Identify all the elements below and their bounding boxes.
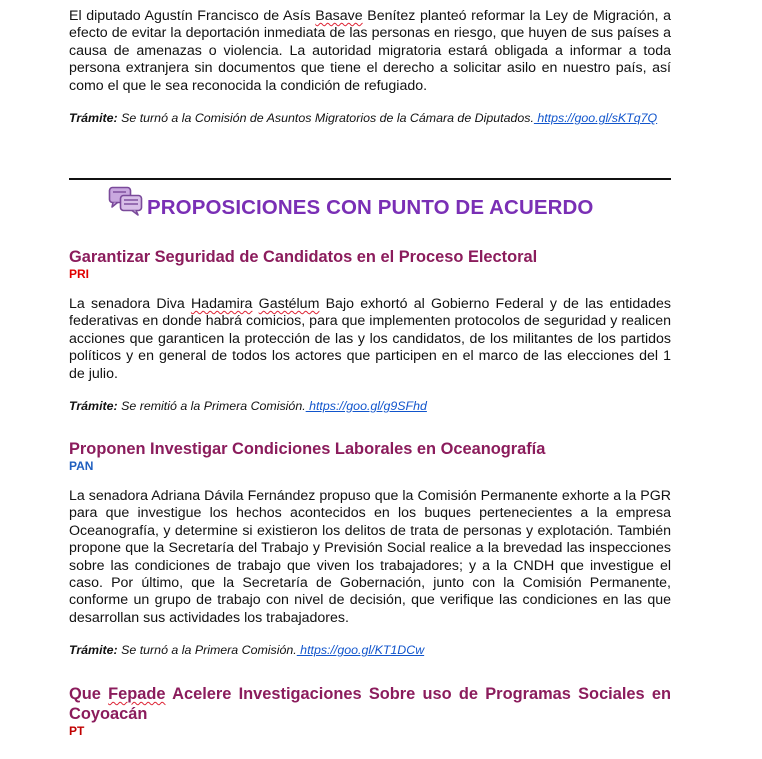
text-segment: El diputado Agustín Francisco de Asís — [69, 8, 316, 24]
proposition-tramite — [69, 643, 671, 658]
text-segment: La senadora Diva — [69, 296, 191, 312]
tramite-link[interactable]: https://goo.gl/KT1DCw — [296, 643, 425, 658]
flagged-word: Hadamira — [190, 296, 253, 312]
proposition-item — [69, 439, 671, 658]
intro-paragraph — [69, 8, 671, 95]
proposition-title: Proponen Investigar Condiciones Laborales en Oceanografía — [69, 440, 546, 458]
flagged-word: Gastélum — [258, 296, 320, 312]
text-segment: Acelere Investigaciones Sobre uso de Programas Sociales en Coyoacán — [69, 685, 672, 723]
tramite-text: Se turnó a la Primera Comisión. — [117, 643, 297, 658]
tramite-text: Se turnó a la Comisión de Asuntos Migratorios de la Cámara de Diputados. — [117, 111, 534, 126]
section-title: PROPOSICIONES CON PUNTO DE ACUERDO — [147, 196, 594, 219]
tramite-label: Trámite: — [69, 643, 118, 658]
tramite-label: Trámite: — [69, 399, 118, 414]
section-header — [108, 186, 668, 226]
proposition-body — [69, 296, 671, 383]
proposition-body — [69, 488, 671, 627]
proposition-item — [69, 684, 671, 738]
tramite-text: Se remitió a la Primera Comisión. — [117, 399, 306, 414]
text-segment: Que — [69, 685, 109, 703]
tramite-label: Trámite: — [69, 111, 118, 126]
flagged-word: Basave — [315, 8, 363, 24]
tramite-link[interactable]: https://goo.gl/sKTq7Q — [533, 111, 658, 126]
tramite-link[interactable]: https://goo.gl/g9SFhd — [305, 399, 427, 414]
text-segment: Benítez planteó reformar la Ley de Migración, a efecto de evitar la deportación inmediata de las personas en riesgo, que huyen de sus países a causa de amenazas o violencia. La autoridad migratoria estará obligada a informar a toda persona extranjera sin documentos que tiene el derecho a solicitar asilo en nuestro país, así como el que le sea reconocida la condición de refugiado. — [69, 8, 671, 94]
text-segment: La senadora Adriana Dávila Fernández propuso que la Comisión Permanente exhorte a la PGR para que investigue los hechos acontecidos en los buques pertenecientes a la empresa Oceanografía, y determine si existieron los delitos de trata de personas y explotación. También propone que la Secretaría del Trabajo y Previsión Social realice a la brevedad las inspecciones sobre las condiciones de trabajo que viven los trabajadores; y a la CNDH que investigue el caso. Por último, que la Secretaría de Gobernación, junto con la Comisión Permanente, conforme un grupo de trabajo con nivel de decisión, que verifique las condiciones en las que desarrollan sus actividades los trabajadores. — [69, 488, 671, 626]
section-divider — [69, 178, 671, 180]
party-tag: PRI — [69, 267, 90, 281]
party-tag: PT — [69, 724, 85, 738]
proposition-tramite — [69, 399, 671, 414]
flagged-word: Fepade — [108, 685, 166, 703]
intro-tramite — [69, 111, 671, 126]
proposition-title: Garantizar Seguridad de Candidatos en el Proceso Electoral — [69, 248, 538, 266]
party-tag: PAN — [69, 459, 94, 473]
proposition-title — [69, 684, 671, 724]
text-segment: Bajo exhortó al Gobierno Federal y de las entidades federativas en donde habrá comicios, para que implementen protocolos de seguridad y realicen acciones que garanticen la protección de las y los candidatos, de los militantes de los partidos políticos y en general de todos los actores que participen en el marco de las elecciones del 1 de julio. — [69, 296, 671, 382]
intro-block — [69, 8, 671, 126]
chat-bubbles-icon — [108, 186, 144, 216]
proposition-item — [69, 247, 671, 414]
